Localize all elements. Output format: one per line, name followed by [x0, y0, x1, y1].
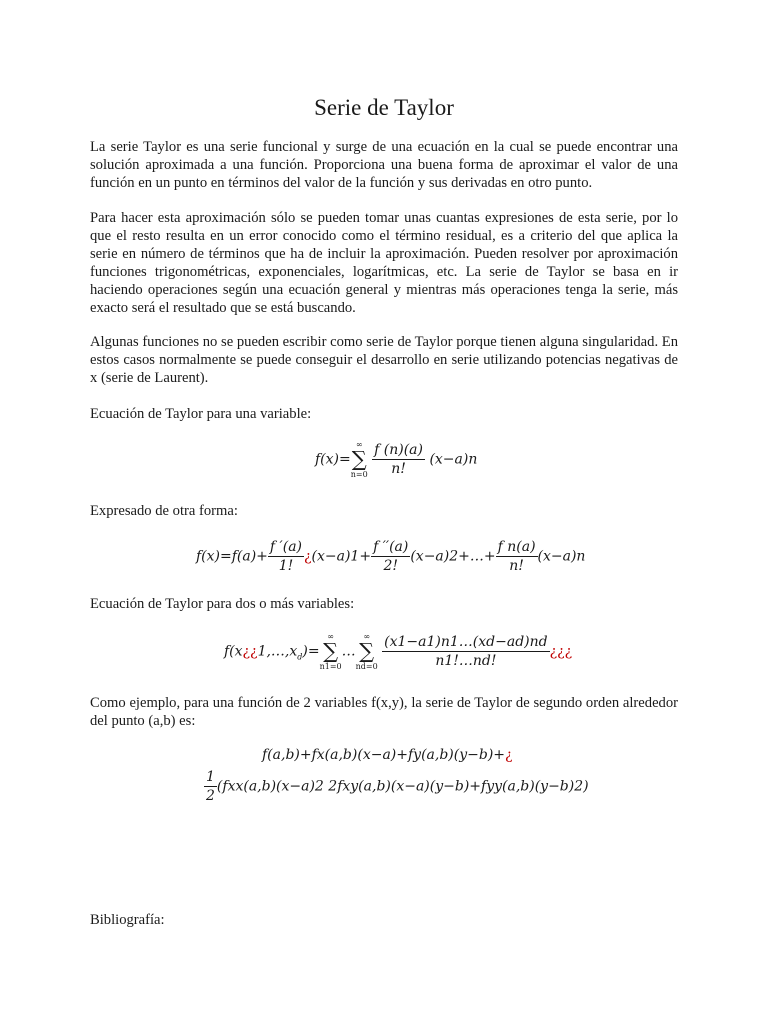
heading-other-form: Expresado de otra forma: — [90, 503, 238, 519]
formula-fraction: $\frac{(x1-a1)n1\dots(xd-ad)nd}{n1!\dots nd!}$ — [384, 634, 548, 669]
paragraph-intro: La serie Taylor es una serie funcional y surge de una ecuación en la cual se puede encontrar una solución aproximada a una función. Proporciona una buena forma de aproximar el valor de una función en un punto en términos del valor de la función y sus derivadas en otro punto. — [90, 139, 678, 191]
inverted-question-mark: ¿ — [505, 747, 513, 763]
formula-taylor-multi-variable: $f(x¿¿1,\dots,x_d)=$ ∞ ∑ n1=0 … ∞ ∑ nd=0 $\frac{(x1-a1)n1\dots(xd-ad)nd}{n1!\dots nd!}$ ¿¿¿ — [224, 632, 573, 671]
summation-symbol: ∞ ∑ n=0 — [350, 440, 368, 479]
summation-symbol-first: ∞ ∑ n1=0 — [319, 632, 342, 671]
formula-tail: (x−a)n — [429, 451, 478, 468]
inverted-question-marks: ¿¿ — [242, 643, 258, 660]
paragraph-singularity: Algunas funciones no se pueden escribir como serie de Taylor porque tienen alguna singularidad. En estos casos normalmente se puede conseguir el desarrollo en serie utilizando potencias negativas de x (serie de Laurent). — [90, 334, 678, 386]
fraction-one-half: $\frac{1}{2}$ — [206, 769, 215, 804]
formula-two-variable-line1: f(a,b)+fx(a,b)(x−a)+fy(a,b)(y−b)+¿ — [262, 747, 513, 763]
heading-multi-variable: Ecuación de Taylor para dos o más variables: — [90, 596, 355, 612]
formula-two-variable-line2: $\frac{1}{2}$ (fxx(a,b)(x−a)2 2fxy(a,b)(x−a)(y−b)+fyy(a,b)(y−b)2) — [206, 769, 589, 804]
inverted-question-marks: ¿¿¿ — [549, 643, 573, 660]
formula-fraction: $\frac{f (n)(a)}{n!}$ — [374, 442, 423, 477]
inverted-question-mark: ¿ — [304, 548, 312, 565]
fraction-first-derivative: $\frac{f '(a)}{1!}$ — [269, 539, 303, 574]
paragraph-approximation: Para hacer esta aproximación sólo se pueden tomar unas cuantas expresiones de esta serie, por lo que el resto resulta en un error conocido como el término residual, es a criterio del que aplica la serie en número de términos que ha de incluir la aproximación. Pueden resolver por aproximación funciones trigonométricas, exponenciales, logarítmicas, etc. La serie de Taylor se basa en ir haciendo operaciones según una ecuación general y mientras más operaciones tenga la serie, más exacto será el resultado que se está buscando. — [90, 210, 678, 316]
heading-one-variable: Ecuación de Taylor para una variable: — [90, 406, 312, 422]
summation-symbol-last: ∞ ∑ nd=0 — [355, 632, 378, 671]
fraction-nth-derivative: $\frac{\text{f n(a)}}{n!}$ — [497, 539, 536, 574]
paragraph-example: Como ejemplo, para una función de 2 variables f(x,y), la serie de Taylor de segundo orden alrededor del punto (a,b) es: — [90, 695, 678, 729]
page-title: Serie de Taylor — [314, 95, 454, 120]
formula-lhs: f(x)= — [315, 451, 351, 468]
formula-taylor-one-variable — [315, 440, 477, 479]
fraction-second-derivative: $\frac{f ''(a)}{2!}$ — [373, 539, 409, 574]
heading-bibliography: Bibliografía: — [90, 912, 165, 928]
formula-taylor-expanded: f(x)=f(a)+ $\frac{f '(a)}{1!}$ ¿(x−a)1+ $\frac{f ''(a)}{2!}$ (x−a)2+…+ $\frac{\text{f n(a)}}{n!}$ (x−a)n — [196, 539, 586, 574]
